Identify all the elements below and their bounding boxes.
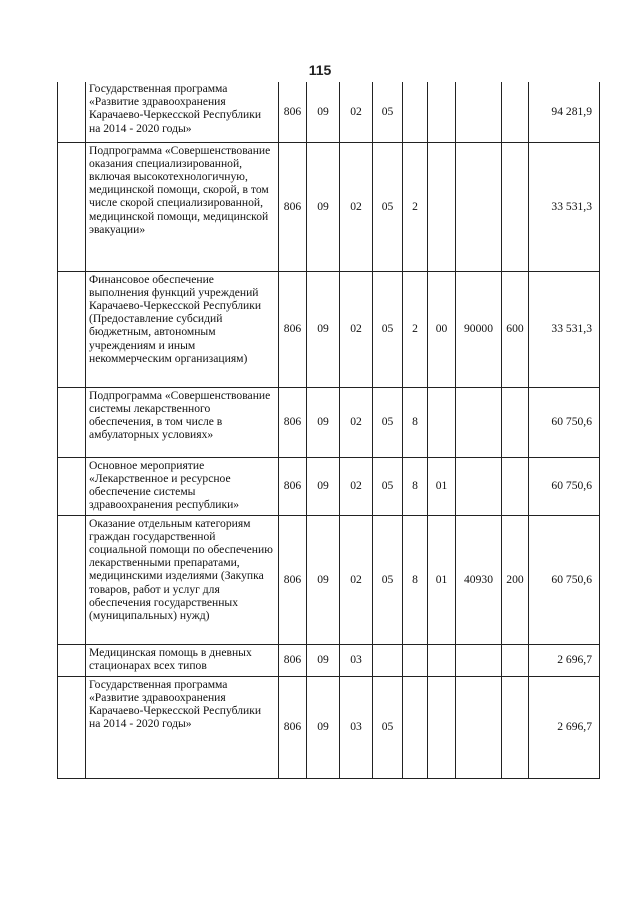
amount: 60 750,6	[529, 515, 600, 644]
amount: 60 750,6	[529, 457, 600, 515]
blank-cell	[58, 515, 86, 644]
rz-code: 09	[307, 515, 340, 644]
pr-code: 03	[340, 676, 373, 778]
table-row	[58, 457, 600, 515]
item-name: Финансовое обеспечение выполнения функций учреждений Карачаево-Черкесской Республики (Предоставление субсидий бюджетным, автономным учреждениям и иным некоммерческим организациям)	[86, 271, 279, 387]
pr-code: 02	[340, 82, 373, 142]
budget-table	[57, 82, 600, 779]
rz-code: 09	[307, 644, 340, 676]
gr-code: 806	[279, 82, 307, 142]
gr-code: 806	[279, 387, 307, 457]
expense-type-code: 200	[502, 515, 529, 644]
expense-type-code	[502, 387, 529, 457]
subprogram-code: 2	[403, 142, 428, 271]
item-name: Медицинская помощь в дневных стационарах всех типов	[86, 644, 279, 676]
gr-code: 806	[279, 271, 307, 387]
rz-code: 09	[307, 271, 340, 387]
expense-type-code	[502, 457, 529, 515]
amount: 2 696,7	[529, 644, 600, 676]
rz-code: 09	[307, 457, 340, 515]
pr-code: 02	[340, 142, 373, 271]
event-code: 01	[428, 457, 456, 515]
gr-code: 806	[279, 644, 307, 676]
subprogram-code	[403, 644, 428, 676]
program-code: 05	[373, 387, 403, 457]
program-code	[373, 644, 403, 676]
item-name: Оказание отдельным категориям граждан государственной социальной помощи по обеспечению лекарственными препаратами, медицинскими изделиями (Закупка товаров, работ и услуг для обеспечения государственных (муниципальных) нужд)	[86, 515, 279, 644]
amount: 2 696,7	[529, 676, 600, 778]
table-body	[58, 82, 600, 778]
direction-code: 90000	[456, 271, 502, 387]
event-code	[428, 387, 456, 457]
event-code	[428, 676, 456, 778]
rz-code: 09	[307, 142, 340, 271]
page-number: 115	[308, 62, 332, 78]
subprogram-code: 8	[403, 387, 428, 457]
event-code	[428, 142, 456, 271]
blank-cell	[58, 387, 86, 457]
rz-code: 09	[307, 387, 340, 457]
table-row	[58, 644, 600, 676]
amount: 33 531,3	[529, 271, 600, 387]
pr-code: 02	[340, 515, 373, 644]
expense-type-code	[502, 676, 529, 778]
pr-code: 02	[340, 271, 373, 387]
pr-code: 02	[340, 387, 373, 457]
program-code: 05	[373, 676, 403, 778]
program-code: 05	[373, 515, 403, 644]
subprogram-code: 8	[403, 515, 428, 644]
amount: 33 531,3	[529, 142, 600, 271]
table-row	[58, 387, 600, 457]
direction-code	[456, 644, 502, 676]
table-row	[58, 676, 600, 778]
rz-code: 09	[307, 82, 340, 142]
amount: 60 750,6	[529, 387, 600, 457]
direction-code	[456, 142, 502, 271]
blank-cell	[58, 142, 86, 271]
direction-code	[456, 457, 502, 515]
blank-cell	[58, 676, 86, 778]
direction-code: 40930	[456, 515, 502, 644]
gr-code: 806	[279, 457, 307, 515]
pr-code: 02	[340, 457, 373, 515]
table-row	[58, 82, 600, 142]
program-code: 05	[373, 82, 403, 142]
blank-cell	[58, 457, 86, 515]
expense-type-code	[502, 82, 529, 142]
event-code	[428, 82, 456, 142]
program-code: 05	[373, 457, 403, 515]
item-name: Государственная программа «Развитие здравоохранения Карачаево-Черкесской Республики на 2014 - 2020 годы»	[86, 676, 279, 778]
gr-code: 806	[279, 515, 307, 644]
direction-code	[456, 82, 502, 142]
amount: 94 281,9	[529, 82, 600, 142]
program-code: 05	[373, 142, 403, 271]
item-name: Подпрограмма «Совершенствование оказания специализированной, включая высокотехнологичную, медицинской помощи, скорой, в том числе скорой специализированной, медицинской помощи, медицинской эвакуации»	[86, 142, 279, 271]
subprogram-code	[403, 676, 428, 778]
expense-type-code: 600	[502, 271, 529, 387]
subprogram-code	[403, 82, 428, 142]
gr-code: 806	[279, 676, 307, 778]
table-row	[58, 515, 600, 644]
blank-cell	[58, 82, 86, 142]
expense-type-code	[502, 644, 529, 676]
direction-code	[456, 387, 502, 457]
subprogram-code: 8	[403, 457, 428, 515]
event-code	[428, 644, 456, 676]
gr-code: 806	[279, 142, 307, 271]
event-code: 00	[428, 271, 456, 387]
event-code: 01	[428, 515, 456, 644]
program-code: 05	[373, 271, 403, 387]
blank-cell	[58, 271, 86, 387]
item-name: Государственная программа «Развитие здравоохранения Карачаево-Черкесской Республики на 2014 - 2020 годы»	[86, 82, 279, 142]
rz-code: 09	[307, 676, 340, 778]
subprogram-code: 2	[403, 271, 428, 387]
item-name: Подпрограмма «Совершенствование системы лекарственного обеспечения, в том числе в амбулаторных условиях»	[86, 387, 279, 457]
table-row	[58, 142, 600, 271]
pr-code: 03	[340, 644, 373, 676]
table-row	[58, 271, 600, 387]
blank-cell	[58, 644, 86, 676]
item-name: Основное мероприятие «Лекарственное и ресурсное обеспечение системы здравоохранения республики»	[86, 457, 279, 515]
expense-type-code	[502, 142, 529, 271]
direction-code	[456, 676, 502, 778]
